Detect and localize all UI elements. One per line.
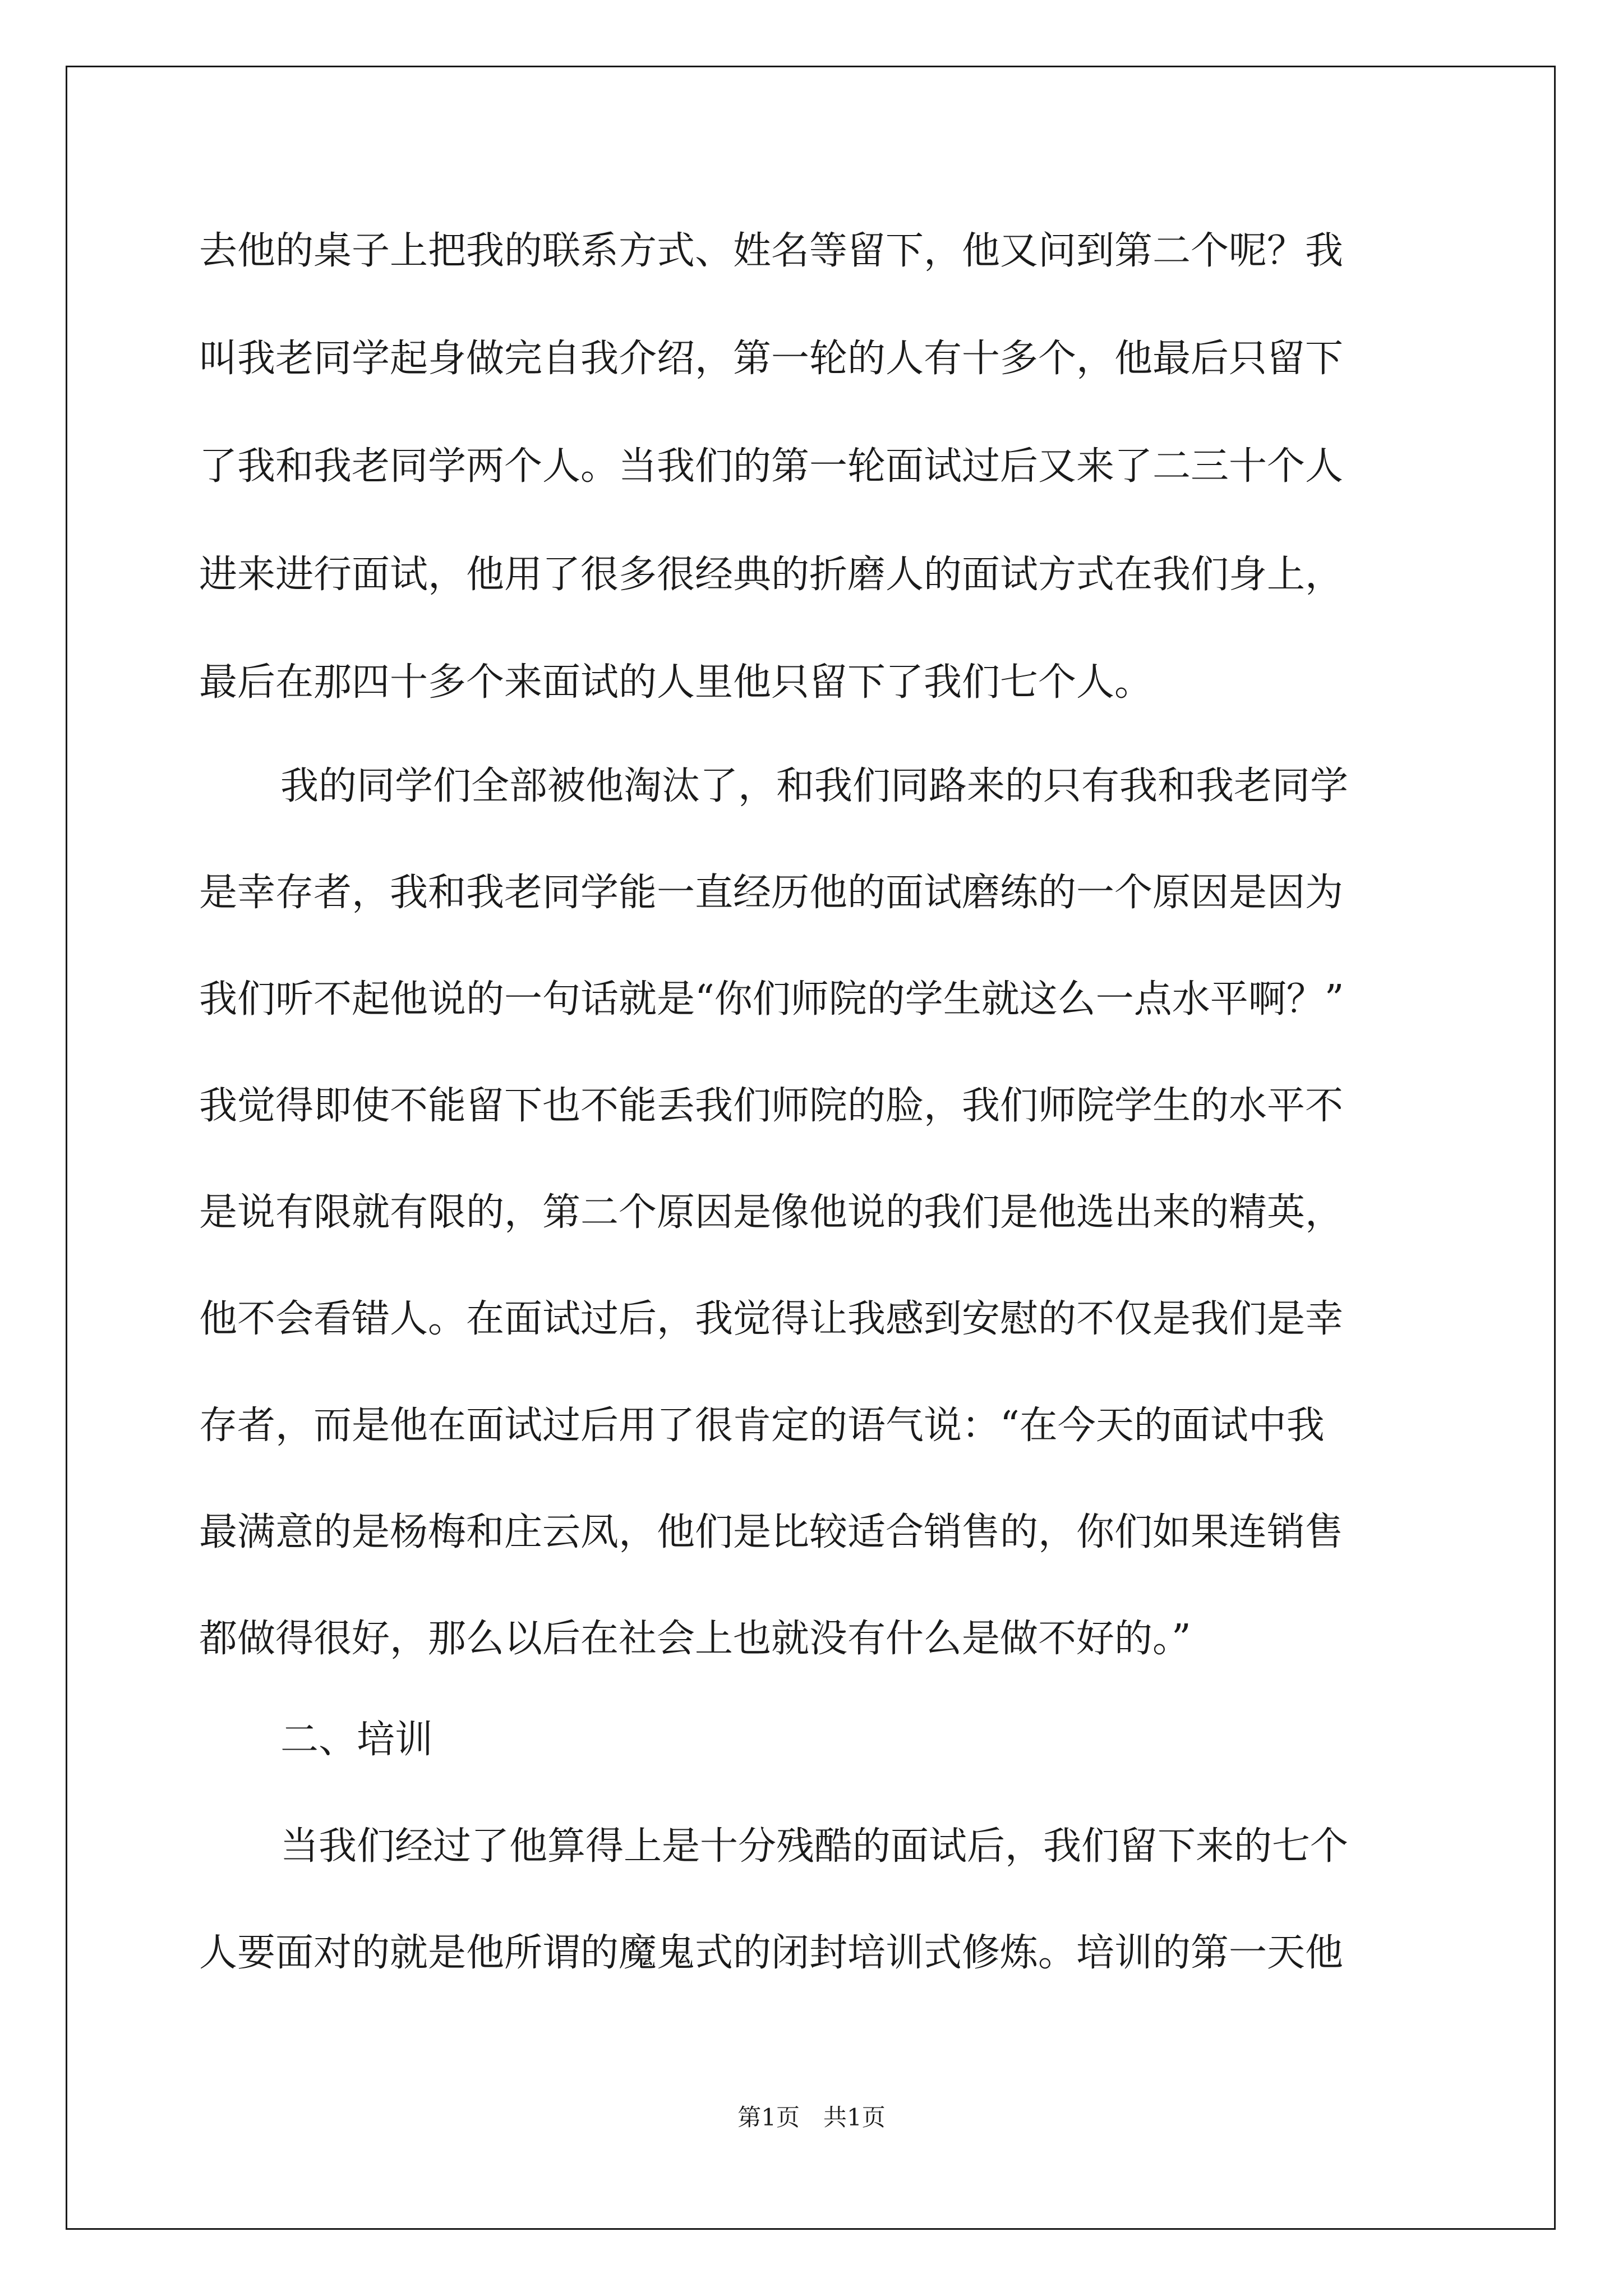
body-line: 最后在那四十多个来面试的人里他只留下了我们七个人。 — [199, 660, 1153, 705]
page-number-footer: 第1页 共1页 — [737, 2104, 886, 2131]
body-line: 叫我老同学起身做完自我介绍，第一轮的人有十多个，他最后只留下 — [199, 337, 1344, 381]
body-line: 是幸存者，我和我老同学能一直经历他的面试磨练的一个原因是因为 — [199, 871, 1344, 915]
body-line: 当我们经过了他算得上是十分残酷的面试后，我们留下来的七个 — [280, 1824, 1349, 1869]
body-line: 我觉得即使不能留下也不能丢我们师院的脸，我们师院学生的水平不 — [199, 1084, 1344, 1128]
body-line: 我们听不起他说的一句话就是“你们师院的学生就这么一点水平啊？” — [199, 977, 1344, 1022]
page-border — [66, 66, 1556, 2230]
body-line: 存者，而是他在面试过后用了很肯定的语气说：“在今天的面试中我 — [199, 1404, 1325, 1448]
body-line: 都做得很好，那么以后在社会上也就没有什么是做不好的。” — [199, 1617, 1191, 1661]
body-line: 去他的桌子上把我的联系方式、姓名等留下，他又问到第二个呢？我 — [199, 229, 1344, 273]
body-line: 进来进行面试，他用了很多很经典的折磨人的面试方式在我们身上， — [199, 553, 1344, 597]
body-line: 了我和我老同学两个人。当我们的第一轮面试过后又来了二三十个人 — [199, 444, 1344, 489]
body-line: 我的同学们全部被他淘汰了，和我们同路来的只有我和我老同学 — [280, 764, 1349, 808]
body-line: 是说有限就有限的，第二个原因是像他说的我们是他选出来的精英， — [199, 1190, 1344, 1235]
section-heading: 二、培训 — [280, 1718, 434, 1762]
body-line: 他不会看错人。在面试过后，我觉得让我感到安慰的不仅是我们是幸 — [199, 1297, 1344, 1341]
body-line: 人要面对的就是他所谓的魔鬼式的闭封培训式修炼。培训的第一天他 — [199, 1931, 1344, 1975]
body-line: 最满意的是杨梅和庄云凤，他们是比较适合销售的，你们如果连销售 — [199, 1510, 1344, 1554]
